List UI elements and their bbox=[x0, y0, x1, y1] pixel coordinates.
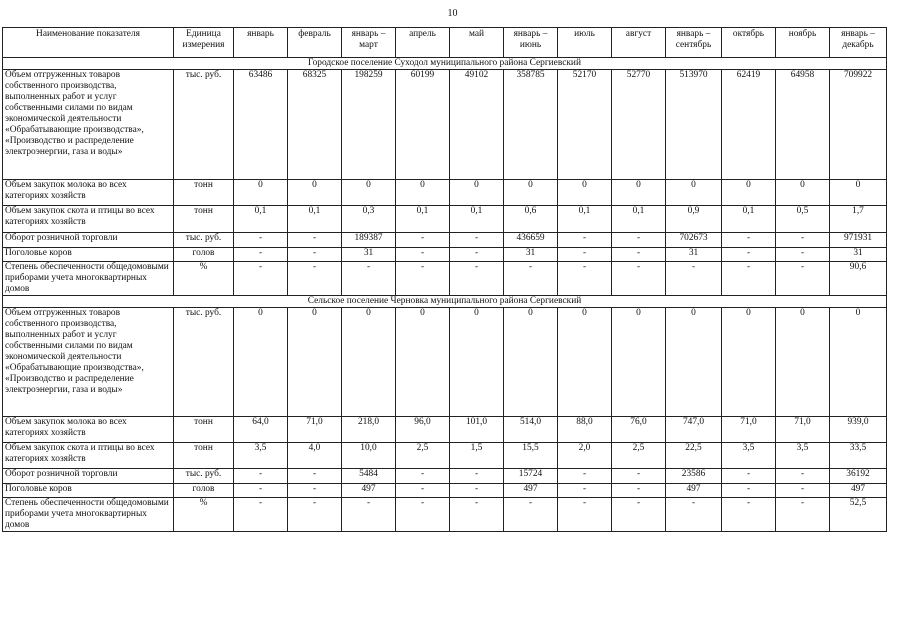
value-cell: - bbox=[666, 262, 722, 296]
unit-cell: тыс. руб. bbox=[174, 469, 234, 484]
indicator-name: Объем отгруженных товаров собственного производства, выполненных работ и услуг собственными силами по видам экономической деятельности «Обрабатывающие производства», «Производство и распределение электроэнергии, газа и воды» bbox=[3, 308, 174, 417]
column-header-unit: Единица измерения bbox=[174, 28, 234, 58]
value-cell: 90,6 bbox=[830, 262, 887, 296]
unit-cell: тонн bbox=[174, 443, 234, 469]
table-row bbox=[3, 70, 887, 180]
value-cell: - bbox=[234, 484, 288, 498]
table-row bbox=[3, 484, 887, 498]
value-cell: 939,0 bbox=[830, 417, 887, 443]
value-cell: 0 bbox=[558, 180, 612, 206]
indicator-name: Степень обеспеченности общедомовыми приборами учета многоквартирных домов bbox=[3, 262, 174, 296]
value-cell: 76,0 bbox=[612, 417, 666, 443]
value-cell: - bbox=[612, 498, 666, 532]
indicator-name: Степень обеспеченности общедомовыми приборами учета многоквартирных домов bbox=[3, 498, 174, 532]
value-cell: 0 bbox=[342, 180, 396, 206]
column-header-period: январь – март bbox=[342, 28, 396, 58]
value-cell: - bbox=[558, 469, 612, 484]
indicator-name: Поголовье коров bbox=[3, 484, 174, 498]
value-cell: 71,0 bbox=[288, 417, 342, 443]
section-title: Городское поселение Суходол муниципального района Сергиевский bbox=[3, 58, 887, 70]
value-cell: 0,9 bbox=[666, 206, 722, 233]
unit-cell: голов bbox=[174, 248, 234, 262]
column-header-period: январь bbox=[234, 28, 288, 58]
table-header-row bbox=[3, 28, 887, 58]
value-cell: - bbox=[396, 248, 450, 262]
value-cell: 0 bbox=[776, 308, 830, 417]
value-cell: 0,1 bbox=[396, 206, 450, 233]
value-cell: - bbox=[776, 262, 830, 296]
value-cell: 497 bbox=[830, 484, 887, 498]
value-cell: - bbox=[722, 248, 776, 262]
unit-cell: голов bbox=[174, 484, 234, 498]
value-cell: 514,0 bbox=[504, 417, 558, 443]
value-cell: - bbox=[776, 469, 830, 484]
value-cell: - bbox=[776, 484, 830, 498]
value-cell: - bbox=[612, 248, 666, 262]
value-cell: 0,1 bbox=[234, 206, 288, 233]
value-cell: 0 bbox=[722, 180, 776, 206]
value-cell: 10,0 bbox=[342, 443, 396, 469]
indicator-name: Поголовье коров bbox=[3, 248, 174, 262]
value-cell: - bbox=[450, 498, 504, 532]
value-cell: 0 bbox=[234, 308, 288, 417]
value-cell: - bbox=[612, 469, 666, 484]
value-cell: 0 bbox=[450, 180, 504, 206]
unit-cell: тонн bbox=[174, 417, 234, 443]
value-cell: 15724 bbox=[504, 469, 558, 484]
table-row bbox=[3, 248, 887, 262]
value-cell: - bbox=[558, 248, 612, 262]
unit-cell: тонн bbox=[174, 206, 234, 233]
value-cell: - bbox=[342, 262, 396, 296]
value-cell: 0 bbox=[666, 180, 722, 206]
value-cell: 497 bbox=[666, 484, 722, 498]
value-cell: - bbox=[450, 248, 504, 262]
table-row bbox=[3, 308, 887, 417]
column-header-period: январь – декабрь bbox=[830, 28, 887, 58]
value-cell: 64,0 bbox=[234, 417, 288, 443]
value-cell: - bbox=[288, 498, 342, 532]
value-cell: 0 bbox=[288, 180, 342, 206]
unit-cell: % bbox=[174, 262, 234, 296]
value-cell: 22,5 bbox=[666, 443, 722, 469]
value-cell: 0 bbox=[558, 308, 612, 417]
value-cell: 0,5 bbox=[776, 206, 830, 233]
value-cell: 198259 bbox=[342, 70, 396, 180]
value-cell: 0 bbox=[830, 180, 887, 206]
value-cell: 96,0 bbox=[396, 417, 450, 443]
section-title: Сельское поселение Черновка муниципального района Сергиевский bbox=[3, 296, 887, 308]
value-cell: - bbox=[396, 484, 450, 498]
value-cell: - bbox=[234, 233, 288, 248]
column-header-period: январь – июнь bbox=[504, 28, 558, 58]
value-cell: 3,5 bbox=[722, 443, 776, 469]
value-cell: 2,0 bbox=[558, 443, 612, 469]
value-cell: 63486 bbox=[234, 70, 288, 180]
table-row bbox=[3, 469, 887, 484]
value-cell: - bbox=[558, 484, 612, 498]
value-cell: 49102 bbox=[450, 70, 504, 180]
value-cell: 31 bbox=[830, 248, 887, 262]
page-number: 10 bbox=[447, 8, 458, 19]
table-body bbox=[3, 58, 887, 532]
value-cell: - bbox=[450, 484, 504, 498]
value-cell: 0,6 bbox=[504, 206, 558, 233]
value-cell: 702673 bbox=[666, 233, 722, 248]
column-header-period: январь – сентябрь bbox=[666, 28, 722, 58]
value-cell: 3,5 bbox=[234, 443, 288, 469]
unit-cell: % bbox=[174, 498, 234, 532]
table-row bbox=[3, 206, 887, 233]
value-cell: 0,1 bbox=[558, 206, 612, 233]
value-cell: - bbox=[504, 262, 558, 296]
value-cell: 0 bbox=[666, 308, 722, 417]
table-row bbox=[3, 498, 887, 532]
value-cell: 497 bbox=[342, 484, 396, 498]
value-cell: 4,0 bbox=[288, 443, 342, 469]
value-cell: - bbox=[504, 498, 558, 532]
column-header-period: июль bbox=[558, 28, 612, 58]
table-row bbox=[3, 180, 887, 206]
column-header-period: апрель bbox=[396, 28, 450, 58]
value-cell: 15,5 bbox=[504, 443, 558, 469]
value-cell: 52170 bbox=[558, 70, 612, 180]
indicator-name: Объем отгруженных товаров собственного производства, выполненных работ и услуг собственными силами по видам экономической деятельности «Обрабатывающие производства», «Производство и распределение электроэнергии, газа и воды» bbox=[3, 70, 174, 180]
value-cell: 0,1 bbox=[612, 206, 666, 233]
value-cell: - bbox=[722, 233, 776, 248]
value-cell: - bbox=[450, 233, 504, 248]
column-header-period: ноябрь bbox=[776, 28, 830, 58]
section-header-row bbox=[3, 296, 887, 308]
value-cell: - bbox=[396, 498, 450, 532]
value-cell: 0 bbox=[288, 308, 342, 417]
value-cell: - bbox=[722, 484, 776, 498]
value-cell: 0 bbox=[342, 308, 396, 417]
value-cell: - bbox=[288, 248, 342, 262]
unit-cell: тонн bbox=[174, 180, 234, 206]
value-cell: - bbox=[612, 262, 666, 296]
value-cell: 0 bbox=[830, 308, 887, 417]
value-cell: 0 bbox=[504, 180, 558, 206]
value-cell: - bbox=[288, 233, 342, 248]
value-cell: - bbox=[342, 498, 396, 532]
value-cell: - bbox=[234, 248, 288, 262]
value-cell: 2,5 bbox=[396, 443, 450, 469]
value-cell: 88,0 bbox=[558, 417, 612, 443]
value-cell: - bbox=[612, 484, 666, 498]
value-cell: 71,0 bbox=[776, 417, 830, 443]
value-cell: 31 bbox=[666, 248, 722, 262]
indicator-name: Оборот розничной торговли bbox=[3, 469, 174, 484]
value-cell: 358785 bbox=[504, 70, 558, 180]
value-cell: 64958 bbox=[776, 70, 830, 180]
value-cell: 3,5 bbox=[776, 443, 830, 469]
indicator-name: Объем закупок молока во всех категориях хозяйств bbox=[3, 180, 174, 206]
value-cell: 0 bbox=[396, 180, 450, 206]
value-cell: - bbox=[396, 469, 450, 484]
value-cell: - bbox=[776, 248, 830, 262]
column-header-period: октябрь bbox=[722, 28, 776, 58]
value-cell: - bbox=[234, 262, 288, 296]
value-cell: 513970 bbox=[666, 70, 722, 180]
section-header-row bbox=[3, 58, 887, 70]
value-cell: 0 bbox=[234, 180, 288, 206]
value-cell: 0 bbox=[450, 308, 504, 417]
value-cell: 31 bbox=[342, 248, 396, 262]
indicator-name: Объем закупок скота и птицы во всех категориях хозяйств bbox=[3, 443, 174, 469]
value-cell: - bbox=[234, 469, 288, 484]
value-cell: - bbox=[450, 469, 504, 484]
column-header-period: февраль bbox=[288, 28, 342, 58]
value-cell: - bbox=[396, 233, 450, 248]
value-cell: 747,0 bbox=[666, 417, 722, 443]
value-cell: 0,1 bbox=[722, 206, 776, 233]
value-cell: 71,0 bbox=[722, 417, 776, 443]
value-cell: 23586 bbox=[666, 469, 722, 484]
value-cell: 0 bbox=[612, 180, 666, 206]
value-cell: - bbox=[776, 233, 830, 248]
value-cell: 218,0 bbox=[342, 417, 396, 443]
value-cell: - bbox=[558, 262, 612, 296]
value-cell: 971931 bbox=[830, 233, 887, 248]
value-cell: 68325 bbox=[288, 70, 342, 180]
value-cell: 497 bbox=[504, 484, 558, 498]
value-cell: 33,5 bbox=[830, 443, 887, 469]
value-cell: - bbox=[558, 233, 612, 248]
value-cell: - bbox=[722, 469, 776, 484]
value-cell: - bbox=[722, 262, 776, 296]
statistics-table bbox=[2, 27, 887, 532]
unit-cell: тыс. руб. bbox=[174, 70, 234, 180]
indicator-name: Оборот розничной торговли bbox=[3, 233, 174, 248]
value-cell: 189387 bbox=[342, 233, 396, 248]
value-cell: - bbox=[776, 498, 830, 532]
value-cell: - bbox=[722, 498, 776, 532]
value-cell: 62419 bbox=[722, 70, 776, 180]
value-cell: 709922 bbox=[830, 70, 887, 180]
value-cell: - bbox=[612, 233, 666, 248]
value-cell: - bbox=[288, 484, 342, 498]
indicator-name: Объем закупок молока во всех категориях хозяйств bbox=[3, 417, 174, 443]
column-header-period: май bbox=[450, 28, 504, 58]
table-row bbox=[3, 262, 887, 296]
value-cell: - bbox=[450, 262, 504, 296]
table-row bbox=[3, 443, 887, 469]
value-cell: 31 bbox=[504, 248, 558, 262]
value-cell: 0 bbox=[722, 308, 776, 417]
value-cell: 0 bbox=[612, 308, 666, 417]
value-cell: - bbox=[288, 262, 342, 296]
unit-cell: тыс. руб. bbox=[174, 233, 234, 248]
value-cell: 1,5 bbox=[450, 443, 504, 469]
value-cell: 36192 bbox=[830, 469, 887, 484]
value-cell: 5484 bbox=[342, 469, 396, 484]
value-cell: - bbox=[288, 469, 342, 484]
value-cell: - bbox=[234, 498, 288, 532]
value-cell: 0 bbox=[504, 308, 558, 417]
value-cell: 0 bbox=[776, 180, 830, 206]
value-cell: 60199 bbox=[396, 70, 450, 180]
value-cell: 2,5 bbox=[612, 443, 666, 469]
value-cell: 0 bbox=[396, 308, 450, 417]
table-row bbox=[3, 233, 887, 248]
value-cell: - bbox=[396, 262, 450, 296]
table-row bbox=[3, 417, 887, 443]
value-cell: 1,7 bbox=[830, 206, 887, 233]
column-header-period: август bbox=[612, 28, 666, 58]
value-cell: - bbox=[558, 498, 612, 532]
value-cell: 436659 bbox=[504, 233, 558, 248]
value-cell: 101,0 bbox=[450, 417, 504, 443]
value-cell: 52,5 bbox=[830, 498, 887, 532]
unit-cell: тыс. руб. bbox=[174, 308, 234, 417]
value-cell: 0,1 bbox=[450, 206, 504, 233]
indicator-name: Объем закупок скота и птицы во всех категориях хозяйств bbox=[3, 206, 174, 233]
column-header-name: Наименование показателя bbox=[3, 28, 174, 58]
value-cell: 52770 bbox=[612, 70, 666, 180]
value-cell: 0,3 bbox=[342, 206, 396, 233]
value-cell: 0,1 bbox=[288, 206, 342, 233]
value-cell: - bbox=[666, 498, 722, 532]
